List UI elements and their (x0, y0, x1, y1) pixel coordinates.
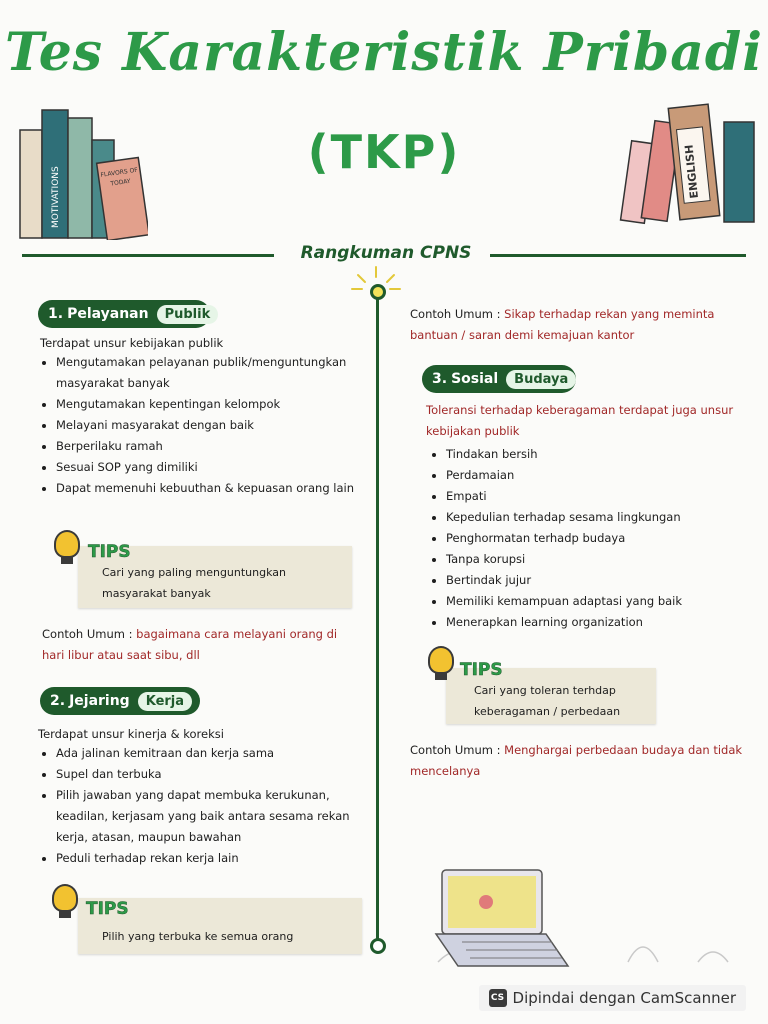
summary-label: Rangkuman CPNS (300, 243, 472, 263)
section3-number: 3. (432, 371, 448, 387)
lightbulb-icon (428, 646, 454, 680)
example-label: Contoh Umum : (42, 627, 133, 641)
section1-number: 1. (48, 306, 64, 322)
list-item: • Menerapkan learning organization (446, 612, 762, 633)
list-item: • Perdamaian (446, 465, 762, 486)
section3-intro: Toleransi terhadap keberagaman terdapat juga unsur kebijakan publik (426, 403, 734, 438)
section3-example (410, 740, 746, 782)
laptop-illustration (428, 862, 748, 972)
section1-tips-text: Cari yang paling menguntungkan masyarakat banyak (102, 566, 286, 600)
list-item: • Sesuai SOP yang dimiliki (56, 457, 374, 478)
list-item: • Empati (446, 486, 762, 507)
section3-list (430, 444, 762, 633)
list-item: • Memiliki kemampuan adaptasi yang baik (446, 591, 762, 612)
section2-tag: Kerja (138, 692, 192, 711)
list-item: • Tindakan bersih (446, 444, 762, 465)
section1-tips-label: TIPS (88, 542, 131, 562)
books-illustration-right (618, 98, 758, 228)
example-text: Menghargai perbedaan budaya dan tidak mencelanya (410, 743, 743, 778)
camscanner-logo-icon: CS (489, 989, 507, 1007)
list-item: • Mengutamakan pelayanan publik/menguntungkan masyarakat banyak (56, 352, 374, 394)
timeline-bottom-dot (370, 938, 386, 954)
section2-title: Jejaring (69, 693, 130, 709)
books-illustration-left (18, 100, 148, 240)
list-item: • Penghormatan terhadp budaya (446, 528, 762, 549)
list-item: • Bertindak jujur (446, 570, 762, 591)
header-divider-left (22, 254, 274, 257)
list-item: • Mengutamakan kepentingan kelompok (56, 394, 374, 415)
list-item: • Dapat memenuhi kebuuthan & kepuasan orang lain (56, 478, 374, 499)
example-text: bagaimana cara melayani orang di hari libur atau saat sibu, dll (42, 627, 338, 662)
list-item: • Peduli terhadap rekan kerja lain (56, 848, 378, 869)
section2-number: 2. (50, 693, 66, 709)
list-item: • Tanpa korupsi (446, 549, 762, 570)
example-label: Contoh Umum : (410, 307, 501, 321)
list-item: • Supel dan terbuka (56, 764, 378, 785)
section3-tag: Budaya (506, 370, 576, 389)
section3-heading (422, 365, 576, 393)
section3-title: Sosial (451, 371, 499, 387)
section3-tips-label: TIPS (460, 660, 503, 680)
book-spine-motivations: MOTIVATIONS (51, 166, 61, 228)
header-divider-right (490, 254, 746, 257)
section2-intro: Terdapat unsur kinerja & koreksi (38, 727, 224, 741)
page-subtitle: (TKP) (307, 125, 461, 179)
section1-tag: Publik (157, 305, 219, 324)
section2-tips-label: TIPS (86, 899, 129, 919)
list-item: • Pilih jawaban yang dapat membuka kerukunan, keadilan, kerjasam yang baik antara sesama rekan kerja, atasan, maupun bawahan (56, 785, 378, 848)
book-cover-flavors: FLAVORS OF TODAY (100, 166, 139, 188)
section1-heading (38, 300, 210, 328)
page-title: Tes Karakteristik Pribadi (4, 22, 764, 83)
list-item: • Melayani masyarakat dengan baik (56, 415, 374, 436)
section1-list (40, 352, 374, 499)
timeline-sparkle-icon (350, 265, 402, 311)
example-text: Sikap terhadap rekan yang meminta bantuan / saran demi kemajuan kantor (410, 307, 715, 342)
scanner-text: Dipindai dengan CamScanner (512, 989, 736, 1007)
example-label: Contoh Umum : (410, 743, 501, 757)
section1-title: Pelayanan (67, 306, 149, 322)
section2-tips-text: Pilih yang terbuka ke semua orang (102, 930, 294, 943)
section3-tips-text: Cari yang toleran terhdap keberagaman / perbedaan (474, 684, 621, 718)
section1-intro: Terdapat unsur kebijakan publik (40, 336, 224, 350)
right-top-example (410, 304, 746, 346)
list-item: • Ada jalinan kemitraan dan kerja sama (56, 743, 378, 764)
section1-example (42, 624, 362, 666)
list-item: • Berperilaku ramah (56, 436, 374, 457)
list-item: • Kepedulian terhadap sesama lingkungan (446, 507, 762, 528)
section2-heading (40, 687, 200, 715)
lightbulb-icon (54, 530, 80, 564)
lightbulb-icon (52, 884, 78, 918)
scanner-watermark (479, 985, 746, 1011)
book-spine-english: ENGLISH (682, 143, 701, 200)
section2-list (40, 743, 378, 869)
